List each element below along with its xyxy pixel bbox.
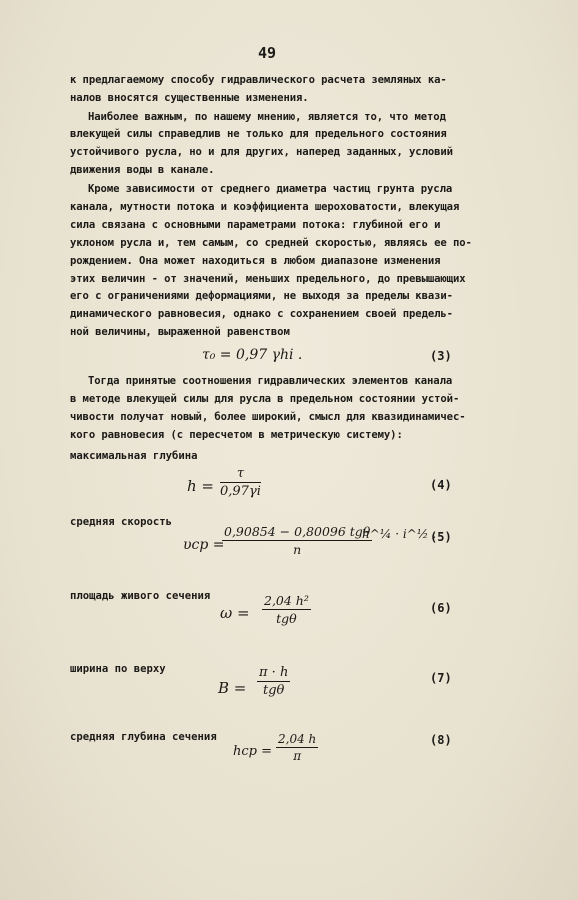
equation-number-8: (8) bbox=[430, 733, 452, 747]
equation-8-fraction bbox=[276, 732, 318, 763]
text-line: к предлагаемому способу гидравлического расчета земляных ка- bbox=[70, 74, 447, 86]
equation-8-denominator: π bbox=[293, 749, 302, 763]
text-line: канала, мутности потока и коэффициента шероховатости, влекущая bbox=[70, 201, 460, 213]
equation-6-numerator: 2,04 h² bbox=[264, 593, 309, 608]
text-line: Наиболее важным, по нашему мнению, является то, что метод bbox=[88, 111, 446, 123]
equation-5-lhs: υср = bbox=[183, 537, 225, 553]
equation-5-denominator: n bbox=[293, 542, 302, 557]
text-line: устойчивого русла, но и для других, наперед заданных, условий bbox=[70, 146, 453, 158]
equation-8-lhs: hср = bbox=[233, 744, 272, 759]
text-line: уклоном русла и, тем самым, со средней скоростью, являясь ее по- bbox=[70, 237, 472, 249]
equation-number-7: (7) bbox=[430, 671, 452, 685]
equation-number-6: (6) bbox=[430, 601, 452, 615]
text-line: динамического равновесия, однако с сохранением своей предель- bbox=[70, 308, 453, 320]
equation-7-denominator: tgθ bbox=[262, 683, 285, 698]
equation-6-denominator: tgθ bbox=[276, 611, 297, 626]
equation-7-lhs: B = bbox=[218, 679, 247, 697]
text-line: кого равновесия (с пересчетом в метрическую систему): bbox=[70, 429, 403, 441]
text-line: Кроме зависимости от среднего диаметра частиц грунта русла bbox=[88, 183, 453, 195]
equation-4-lhs: h = bbox=[187, 477, 214, 495]
equation-6-fraction bbox=[262, 593, 311, 626]
equation-number-5: (5) bbox=[430, 530, 452, 544]
text-line: Тогда принятые соотношения гидравлических элементов канала bbox=[88, 375, 453, 387]
equation-number-3: (3) bbox=[430, 349, 452, 363]
text-line: его с ограничениями деформациями, не выходя за пределы квази- bbox=[70, 290, 453, 302]
equation-4-fraction bbox=[220, 466, 261, 499]
text-line: чивости получат новый, более широкий, смысл для квазидинамичес- bbox=[70, 411, 466, 423]
equation-5-tail: h^¼ · i^½ , bbox=[362, 527, 437, 541]
text-line: рождением. Она может находиться в любом диапазоне изменения bbox=[70, 255, 441, 267]
equation-6-lhs: ω = bbox=[220, 604, 250, 622]
text-line: этих величин - от значений, меньших предельного, до превышающих bbox=[70, 273, 466, 285]
text-line: сила связана с основными параметрами потока: глубиной его и bbox=[70, 219, 441, 231]
equation-5-fraction bbox=[222, 524, 372, 557]
equation-7-numerator: π · h bbox=[259, 665, 289, 680]
equation-5-label: средняя скорость bbox=[70, 516, 173, 528]
equation-4-numerator: τ bbox=[220, 466, 261, 483]
equation-4-label: максимальная глубина bbox=[70, 450, 198, 462]
text-line: влекущей силы справедлив не только для предельного состояния bbox=[70, 128, 447, 140]
equation-8-label: средняя глубина сечения bbox=[70, 731, 217, 743]
equation-7-fraction bbox=[257, 665, 290, 698]
equation-8-numerator: 2,04 h bbox=[278, 732, 317, 746]
equation-6-label: площадь живого сечения bbox=[70, 590, 211, 602]
equation-5-numerator: 0,90854 − 0,80096 tgθ bbox=[224, 524, 371, 539]
text-line: ной величины, выраженной равенством bbox=[70, 326, 290, 338]
equation-3: τ₀ = 0,97 γhi . bbox=[202, 347, 303, 363]
text-line: налов вносятся существенные изменения. bbox=[70, 92, 309, 104]
equation-7-label: ширина по верху bbox=[70, 663, 166, 675]
text-line: в методе влекущей силы для русла в предельном состоянии устой- bbox=[70, 393, 460, 405]
page-number: 49 bbox=[258, 44, 277, 62]
equation-4-denominator: 0,97γi bbox=[220, 484, 261, 499]
equation-number-4: (4) bbox=[430, 478, 452, 492]
text-line: движения воды в канале. bbox=[70, 164, 215, 176]
